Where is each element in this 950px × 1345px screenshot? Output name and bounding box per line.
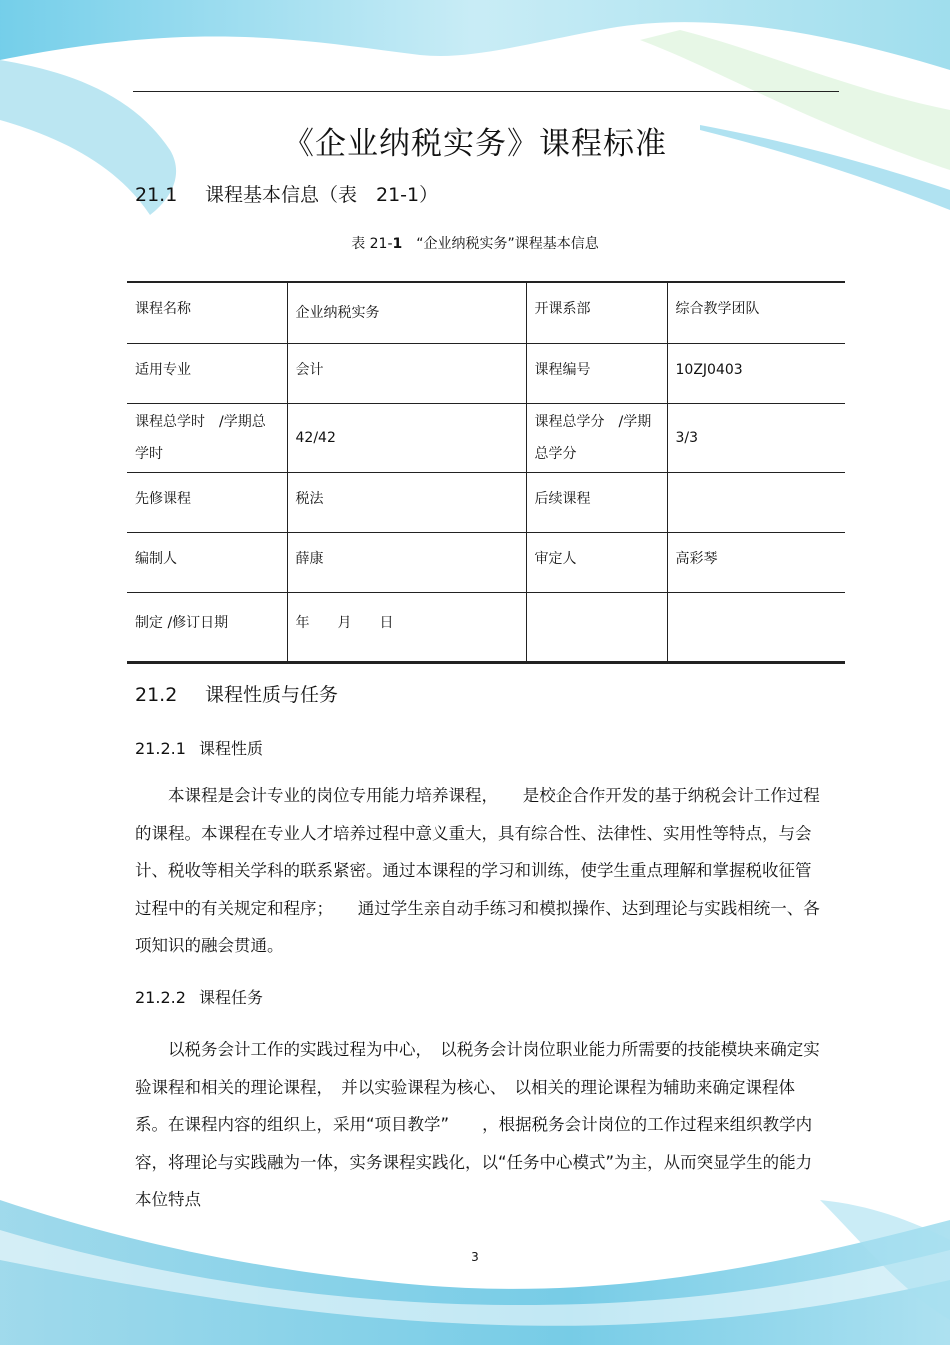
table-cell: 综合教学团队: [667, 282, 845, 343]
table-cell: 10ZJ0403: [667, 343, 845, 403]
subsection-heading-21-2-1: [135, 736, 263, 759]
table-cell: 编制人: [127, 532, 287, 592]
section-heading-21-2: [135, 680, 338, 707]
section-title: 课程基本信息（表 21-1）: [205, 184, 439, 206]
table-cell: 课程总学时 /学期总学时: [127, 403, 287, 472]
table-cell: 审定人: [526, 532, 667, 592]
header-rule: [133, 91, 839, 92]
section-number: 21.2: [135, 684, 178, 706]
table-cell: 税法: [287, 472, 526, 532]
table-cell: [667, 472, 845, 532]
section-title: 课程性质与任务: [205, 684, 339, 706]
section-number: 21.1: [135, 184, 178, 206]
table-cell: 3/3: [667, 403, 845, 472]
table-row: [127, 472, 845, 532]
table-row: [127, 532, 845, 592]
table-cell: 企业纳税实务: [287, 282, 526, 343]
table-cell: 课程名称: [127, 282, 287, 343]
table-cell: 适用专业: [127, 343, 287, 403]
table-cell: 42/42: [287, 403, 526, 472]
table-cell: [667, 592, 845, 662]
table-cell: 课程编号: [526, 343, 667, 403]
table-row: [127, 592, 845, 662]
table-cell: 先修课程: [127, 472, 287, 532]
subsection-title: 课程性质: [199, 739, 264, 758]
section-heading-21-1: [135, 180, 438, 207]
subsection-number: 21.2.1: [135, 739, 186, 758]
table-cell: 制定 /修订日期: [127, 592, 287, 662]
document-title: 《企业纳税实务》课程标准: [283, 126, 667, 162]
table-cell: 薛康: [287, 532, 526, 592]
table-cell: 年 月 日: [287, 592, 526, 662]
course-nature-paragraph: 本课程是会计专业的岗位专用能力培养课程， 是校企合作开发的基于纳税会计工作过程的课程。本课程在专业人才培养过程中意义重大，具有综合性、法律性、实用性等特点，与会计、税收等相关学科的联系紧密。通过本课程的学习和训练，使学生重点理解和掌握税收征管过程中的有关规定和程序； 通过学生亲自动手练习和模拟操作、达到理论与实践相统一、各项知识的融会贯通。: [135, 786, 820, 955]
subsection-heading-21-2-2: [135, 985, 263, 1008]
caption-number: 1: [392, 236, 403, 252]
table-cell: 后续课程: [526, 472, 667, 532]
table-row: [127, 403, 845, 472]
subsection-number: 21.2.2: [135, 988, 186, 1007]
subsection-title: 课程任务: [199, 988, 264, 1007]
table-cell: [526, 592, 667, 662]
course-task-paragraph: 以税务会计工作的实践过程为中心， 以税务会计岗位职业能力所需要的技能模块来确定实验课程和相关的理论课程， 并以实验课程为核心、 以相关的理论课程为辅助来确定课程体系。在课程内容的组织上，采用“项目教学” ，根据税务会计岗位的工作过程来组织教学内容，将理论与实践融为一体，实务课程实践化，以“任务中心模式”为主，从而突显学生的能力本位特点: [135, 1040, 820, 1209]
table-row: [127, 282, 845, 343]
table-cell: 开课系部: [526, 282, 667, 343]
table-cell: 课程总学分 /学期总学分: [526, 403, 667, 472]
table-caption: [0, 233, 950, 253]
table-row: [127, 343, 845, 403]
table-cell: 会计: [287, 343, 526, 403]
caption-text: “企业纳税实务”课程基本信息: [416, 236, 599, 252]
course-info-table: [127, 281, 845, 664]
caption-prefix: 表 21-: [351, 236, 393, 252]
table-cell: 高彩琴: [667, 532, 845, 592]
page-number: 3: [471, 1250, 479, 1264]
